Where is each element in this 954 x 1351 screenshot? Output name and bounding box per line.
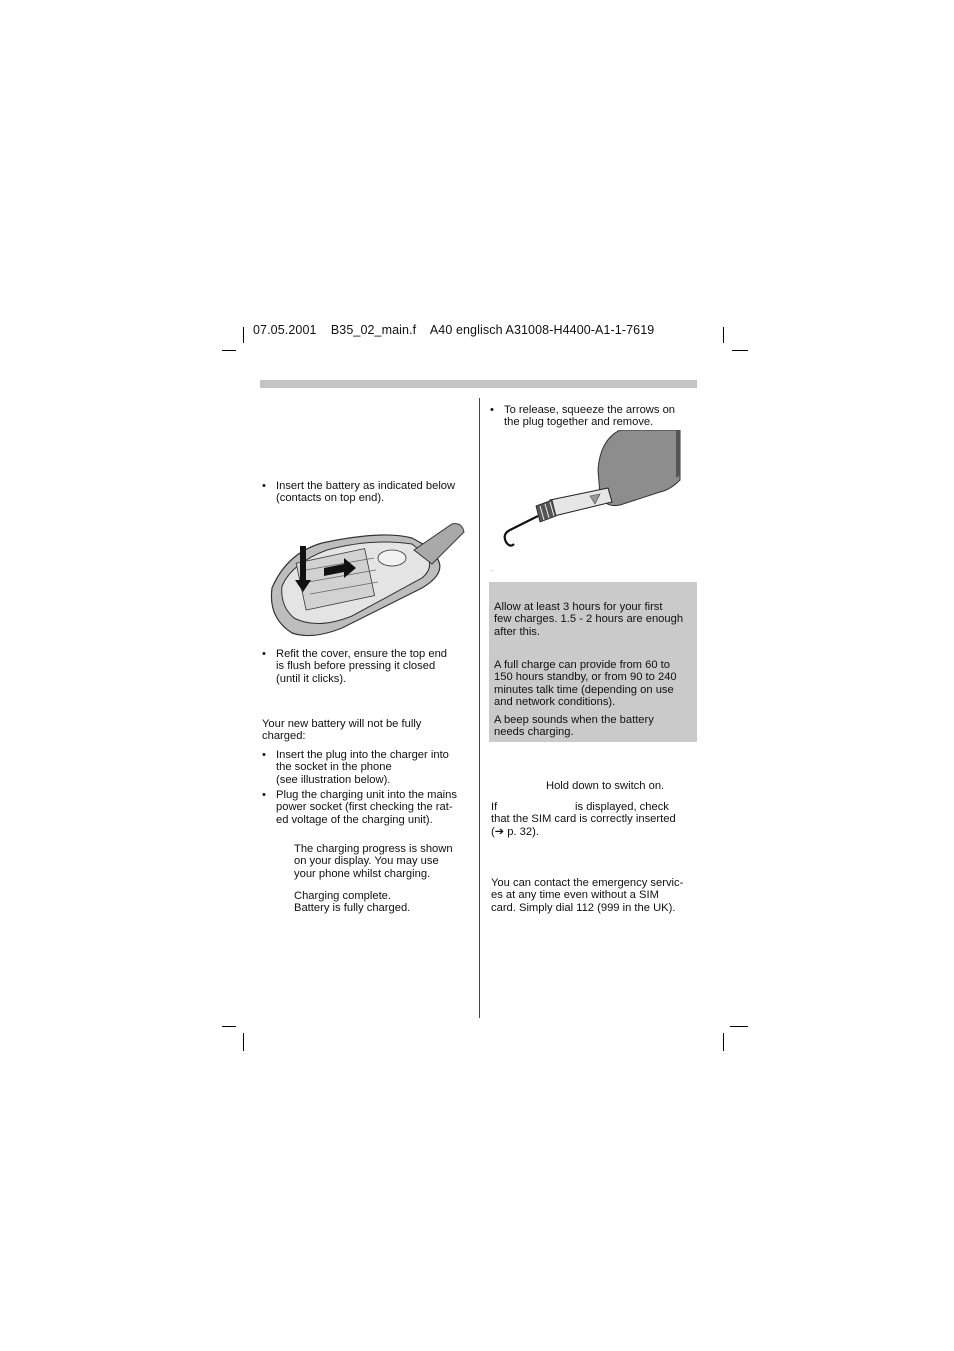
battery-insert-illustration — [262, 518, 468, 642]
print-header: 07.05.2001 B35_02_main.f A40 englisch A31008-H4400-A1-1-7619 — [253, 323, 655, 337]
note-paragraph: A full charge can provide from 60 to 150 hours standby, or from 90 to 240 minutes talk time (depending on use and network conditions). — [494, 659, 677, 708]
column-divider — [479, 398, 480, 1018]
paragraph: If — [491, 801, 498, 813]
note-paragraph: Allow at least 3 hours for your first few charges. 1.5 - 2 hours are enough after this. — [494, 601, 684, 638]
paragraph: Charging complete. Battery is fully charged. — [294, 890, 411, 915]
paragraph: is displayed, check that the SIM card is correctly inserted (➔ p. 32). — [491, 801, 676, 838]
paragraph: You can contact the emergency servic- es at any time even without a SIM card. Simply dial 112 (999 in the UK). — [491, 877, 684, 914]
crop-mark — [222, 350, 236, 351]
crop-mark — [723, 1033, 724, 1051]
crop-mark — [222, 1026, 236, 1027]
paragraph: Your new battery will not be fully charged: — [262, 718, 422, 743]
dot-mark: . — [491, 564, 494, 573]
crop-mark — [723, 327, 724, 343]
header-band — [260, 380, 697, 388]
paragraph: The charging progress is shown on your display. You may use your phone whilst charging. — [294, 843, 453, 880]
crop-mark — [243, 327, 244, 343]
crop-mark — [732, 350, 748, 351]
note-paragraph: A beep sounds when the battery needs charging. — [494, 714, 654, 739]
crop-mark — [730, 1026, 748, 1027]
paragraph: Hold down to switch on. — [546, 780, 665, 792]
charger-plug-illustration — [500, 430, 682, 552]
crop-mark — [243, 1033, 244, 1051]
